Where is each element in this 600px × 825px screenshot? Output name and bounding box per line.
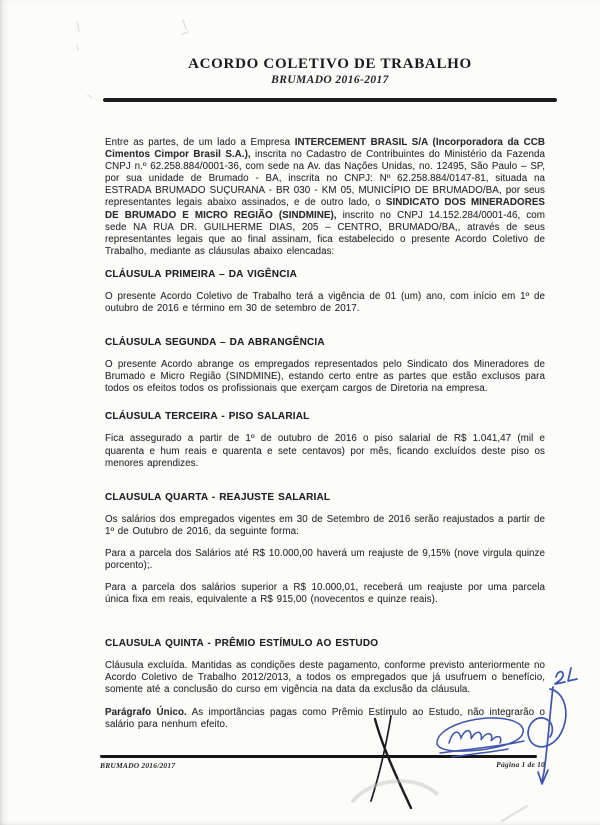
footer-rule [100, 755, 537, 758]
clause-reajuste-salarial [105, 492, 545, 607]
clause-vigencia [105, 269, 545, 315]
clause-abrangencia [105, 337, 545, 395]
clause-paragraph: Para a parcela dos salários superior a R$ 10.000,01, receberá um reajuste por uma parcela única fixa em reais, equivalente a R$ 915,00 (novecentos e quinze reais). [105, 582, 545, 606]
clause-heading: CLAUSULA QUINTA - PRÊMIO ESTÍMULO AO ESTUDO [105, 638, 379, 650]
clause-paragraph: Parágrafo Único. As importâncias pagas como Prêmio Estímulo ao Estudo, não integrarão o salário para nenhum efeito. [105, 706, 545, 730]
clause-piso-salarial [105, 411, 545, 469]
clause-heading: CLÁUSULA TERCEIRA - PISO SALARIAL [105, 411, 310, 423]
faint-stamp-mark [353, 781, 527, 821]
header-rule [103, 98, 557, 102]
clause-paragraph: Os salários dos empregados vigentes em 30 de Setembro de 2016 serão reajustados a partir de 1º de Outubro de 2016, da seguinte forma: [105, 513, 545, 537]
clause-paragraph: O presente Acordo abrange os empregados representados pelo Sindicato dos Mineradores de Brumado e Micro Região (SINDMINE), estando certo entre as partes que estão exclusos para todos os efeitos todos os profissionais que exerçam cargos de Diretoria na empresa. [105, 359, 545, 395]
footer-page-number: Página 1 de 10 [496, 760, 545, 769]
document-body [105, 137, 545, 741]
clause-heading: CLÁUSULA PRIMEIRA – DA VIGÊNCIA [105, 268, 298, 280]
doc-subtitle: BRUMADO 2016-2017 [271, 74, 389, 86]
document-header [103, 56, 557, 86]
clause-paragraph: Para a parcela dos Salários até R$ 10.000,00 haverá um reajuste de 9,15% (nove virgula quinze porcento);. [105, 547, 545, 571]
clause-paragraph: Cláusula excluída. Mantidas as condições deste pagamento, conforme previsto anteriormente no Acordo Coletivo de Trabalho 2012/2013, a todos os empregados que já usufruem o benefício, somente até a conclusão do curso em vigência na data da exclusão da cláusula. [105, 660, 545, 696]
clause-premio-estimulo [105, 638, 545, 730]
clause-paragraph: O presente Acordo Coletivo de Trabalho terá a vigência de 01 (um) ano, com início em 1º de outubro de 2016 e término em 30 de setembro de 2017. [105, 290, 545, 315]
preamble-paragraph: Entre as partes, de um lado a Empresa INTERCEMENT BRASIL S/A (Incorporadora da CCB Cimentos Cimpor Brasil S.A.), inscrita no Cadastro de Contribuintes do Ministério da Fazenda CNPJ n.º 62.258.884/0001-36, com sede na Av. das Nações Unidas, no. 12495, São Paulo – SP, por sua unidade de Brumado - BA, inscrita no CNPJ: Nº 62.258.884/0147-81, situada na ESTRADA BRUMADO SUÇURANA - BR 030 - KM 05, MUNICÍPIO DE BRUMADO/BA, por seus representantes legais abaixo assinados, e de outro lado, o SINDICATO DOS MINERADORES DE BRUMADO E MICRO REGIÃO (SINDMINE), inscrito no CNPJ 14.152.284/0001-46, com sede NA RUA DR. GUILHERME DIAS, 205 – CENTRO, BRUMADO/BA,, através de seus representantes legais que ao final assinam, fica estabelecido o presente Acordo Coletivo de Trabalho, mediante as cláusulas abaixo elencadas: [105, 137, 545, 257]
clause-heading: CLAUSULA QUARTA - REAJUSTE SALARIAL [105, 491, 331, 503]
clause-paragraph: Fica assegurado a partir de 1º de outubro de 2016 o piso salarial de R$ 1.041,47 (mil e quarenta e hum reais e quarenta e sete centavos) por mês, ficando excluídos deste piso os menores aprendizes. [105, 433, 545, 469]
clause-heading: CLÁUSULA SEGUNDA – DA ABRANGÊNCIA [105, 337, 325, 349]
doc-title: ACORDO COLETIVO DE TRABALHO [188, 56, 472, 72]
footer-doc-label: BRUMADO 2016/2017 [100, 761, 176, 770]
